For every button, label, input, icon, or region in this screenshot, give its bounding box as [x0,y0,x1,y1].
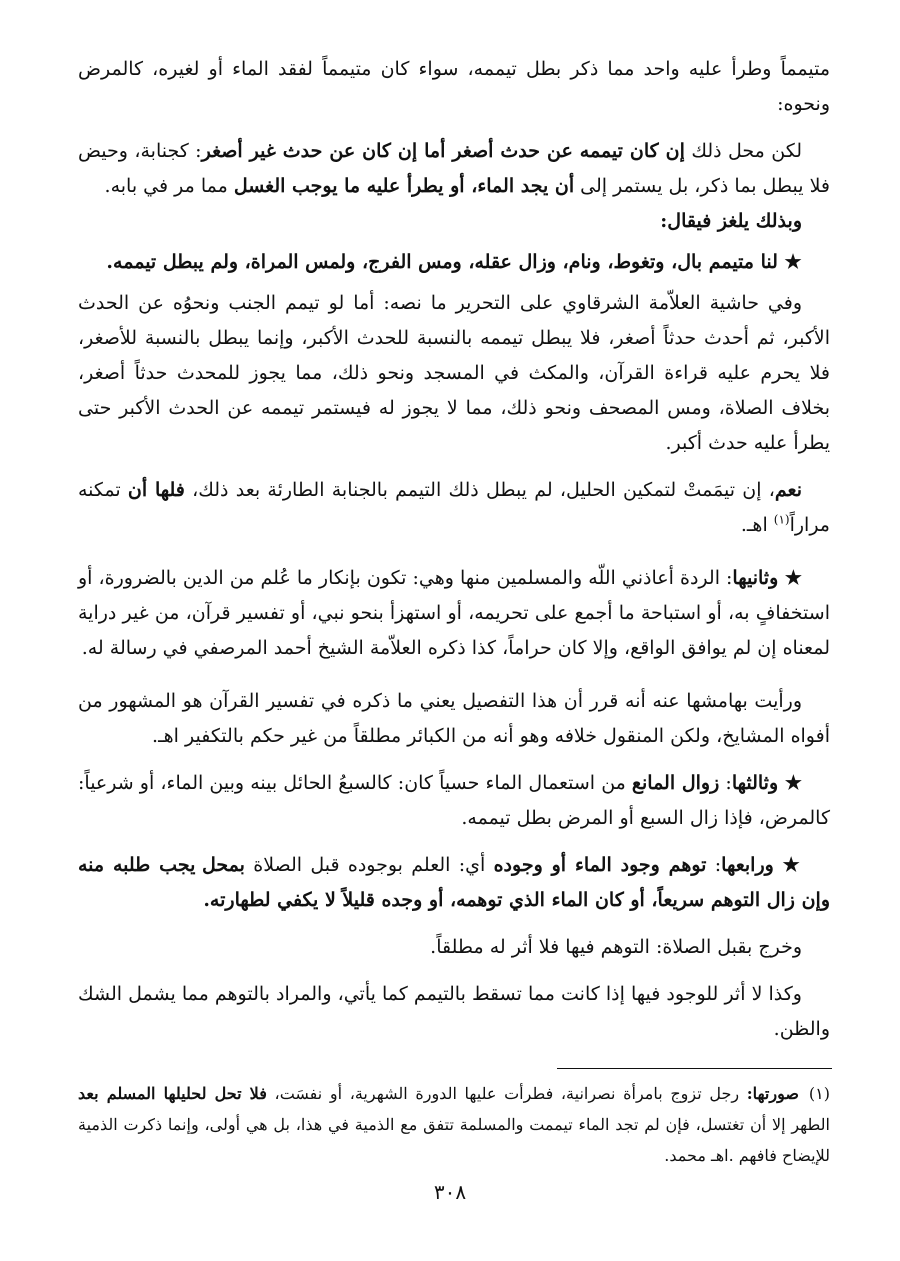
footnote-part-a: رجل تزوج بامرأة نصرانية، فطرأت عليها الدورة الشهرية، أو نفسَت، [266,1084,747,1103]
page-number: ٣٠٨ [433,1180,467,1204]
paragraph-11-text: وخرج بقبل الصلاة: التوهم فيها فلا أثر له مطلقاً. [430,936,802,958]
paragraph-6-part-b: ، إن تيمَمتْ لتمكين الحليل، لم يبطل ذلك التيمم بالجنابة الطارئة بعد ذلك، [184,479,775,501]
paragraph-10-part-d: أي: العلم بوجوده قبل الصلاة [244,854,494,876]
paragraph-9-part-d: من استعمال الماء حسياً كان: كالسبعُ الحائل بينه وبين الماء، أو شرعياً: كالمرض، فإذا زال السبع أو المرض بطل تيممه. [78,772,830,829]
paragraph-10-bold-c: توهم وجود الماء أو وجوده [493,854,707,876]
paragraph-9-bold-a: ★ وثالثها [731,772,802,794]
riddle-statement [78,245,830,280]
paragraph-7 [78,561,830,666]
paragraph-8-text: ورأيت بهامشها عنه أنه قرر أن هذا التفصيل يعني ما ذكره في تفسير القرآن هو المشهور من أفواه المشايخ، ولكن المنقول خلافه وهو أنه من الكبائر مطلقاً من غير حكم بالتكفير اهـ. [78,690,830,747]
riddle-statement-text: ★ لنا متيمم بال، وتغوط، ونام، وزال عقله، ومس الفرج، ولمس المراة، ولم يبطل تيممه. [106,251,802,273]
paragraph-10-part-b: : [706,854,722,876]
paragraph-10 [78,848,830,918]
footnote [78,1078,830,1171]
main-text [78,52,830,1047]
paragraph-6-part-e: اهـ. [740,514,774,536]
footnote-part-c: الطهر إلا أن تغتسل، فإن لم تجد الماء تيممت والمسلمة تتفق مع الذمية في هذا، بل هي أولى، وإنما ذكرت الذمية للإيضاح فافهم .اهـ محمد. [78,1115,830,1165]
paragraph-12-text: وكذا لا أثر للوجود فيها إذا كانت مما تسقط بالتيمم كما يأتي، والمراد بالتوهم مما يشمل الشك والظن. [78,983,830,1040]
paragraph-7-bold-a: ★ وثانيها [732,567,802,589]
paragraph-2-part-e: مما مر في بابه. [104,175,234,197]
paragraph-6-bold-a: نعم [774,479,802,501]
footnote-number: (١) [808,1084,831,1103]
paragraph-8 [78,684,830,754]
paragraph-11 [78,930,830,965]
paragraph-10-bold-e: بمحل يجب طلبه منه وإن زال التوهم سريعاً، أو كان الماء الذي توهمه، أو وجده قليلاً لا يكفي لطهارته. [78,854,830,911]
paragraph-12 [78,977,830,1047]
paragraph-5-text: وفي حاشية العلاّمة الشرقاوي على التحرير ما نصه: أما لو تيمم الجنب ونحوُه عن الحدث الأكبر، ثم أحدث حدثاً أصغر، فلا يبطل تيممه بالنسبة للحدث الأكبر، وإنما يبطل بالنسبة للأصغر، فلا يحرم عليه قراءة القرآن، والمكث في المسجد ونحو ذلك، مما يجوز للمحدث حدثاً أصغر، بخلاف الصلاة، ومس المصحف ونحو ذلك، مما لا يجوز له فيستمر تيممه عن الحدث الأكبر حتى يطرأ عليه حدث أكبر. [78,292,830,454]
footnote-divider [557,1068,832,1069]
paragraph-9-part-b: : [719,772,732,794]
footnote-ref: (١) [773,512,790,527]
paragraph-1-text: متيمماً وطرأ عليه واحد مما ذكر بطل تيممه، سواء كان متيمماً لفقد الماء أو لغيره، كالمرض ونحوه: [78,58,830,115]
paragraph-6 [78,473,830,543]
paragraph-2-bold-b: إن كان تيممه عن حدث أصغر أما إن كان عن حدث غير أصغر [201,140,685,162]
paragraph-2-part-a: لكن محل ذلك [684,140,802,162]
paragraph-9 [78,766,830,836]
footnote-bold-b: فلا تحل لحليلها المسلم بعد [78,1084,267,1103]
paragraph-2-part-c: : كجنابة، وحيض فلا يبطل بما ذكر، بل يستمر إلى [78,140,830,197]
paragraph-7-part-b: : الردة أعاذني اللّه والمسلمين منها وهي: تكون بإنكار ما عُلم من الدين بالضرورة، أو استخفافٍ به، أو استباحة ما أجمع على تحريمه، أو استهزأ بنحو نبي، أو تفسير قرآن، من غير دراية لمعناه إن لم يوافق الواقع، وإلا كان حراماً، كذا ذكره العلاّمة الشيخ أحمد المرصفي في رسالة له. [78,567,830,659]
footnote-label: صورتها: [746,1084,799,1103]
paragraph-1 [78,52,830,122]
paragraph-9-bold-c: زوال المانع [631,772,720,794]
paragraph-10-bold-a: ★ ورابعها [721,854,802,876]
paragraph-2-bold-d: أن يجد الماء، أو يطرأ عليه ما يوجب الغسل [233,175,575,197]
paragraph-6-part-d: تمكنه مراراً [78,479,830,536]
paragraph-2 [78,134,830,204]
paragraph-5 [78,286,830,461]
paragraph-6-bold-c: فلها أن [127,479,185,501]
riddle-heading [78,204,830,239]
riddle-heading-text: وبذلك يلغز فيقال: [660,210,802,232]
